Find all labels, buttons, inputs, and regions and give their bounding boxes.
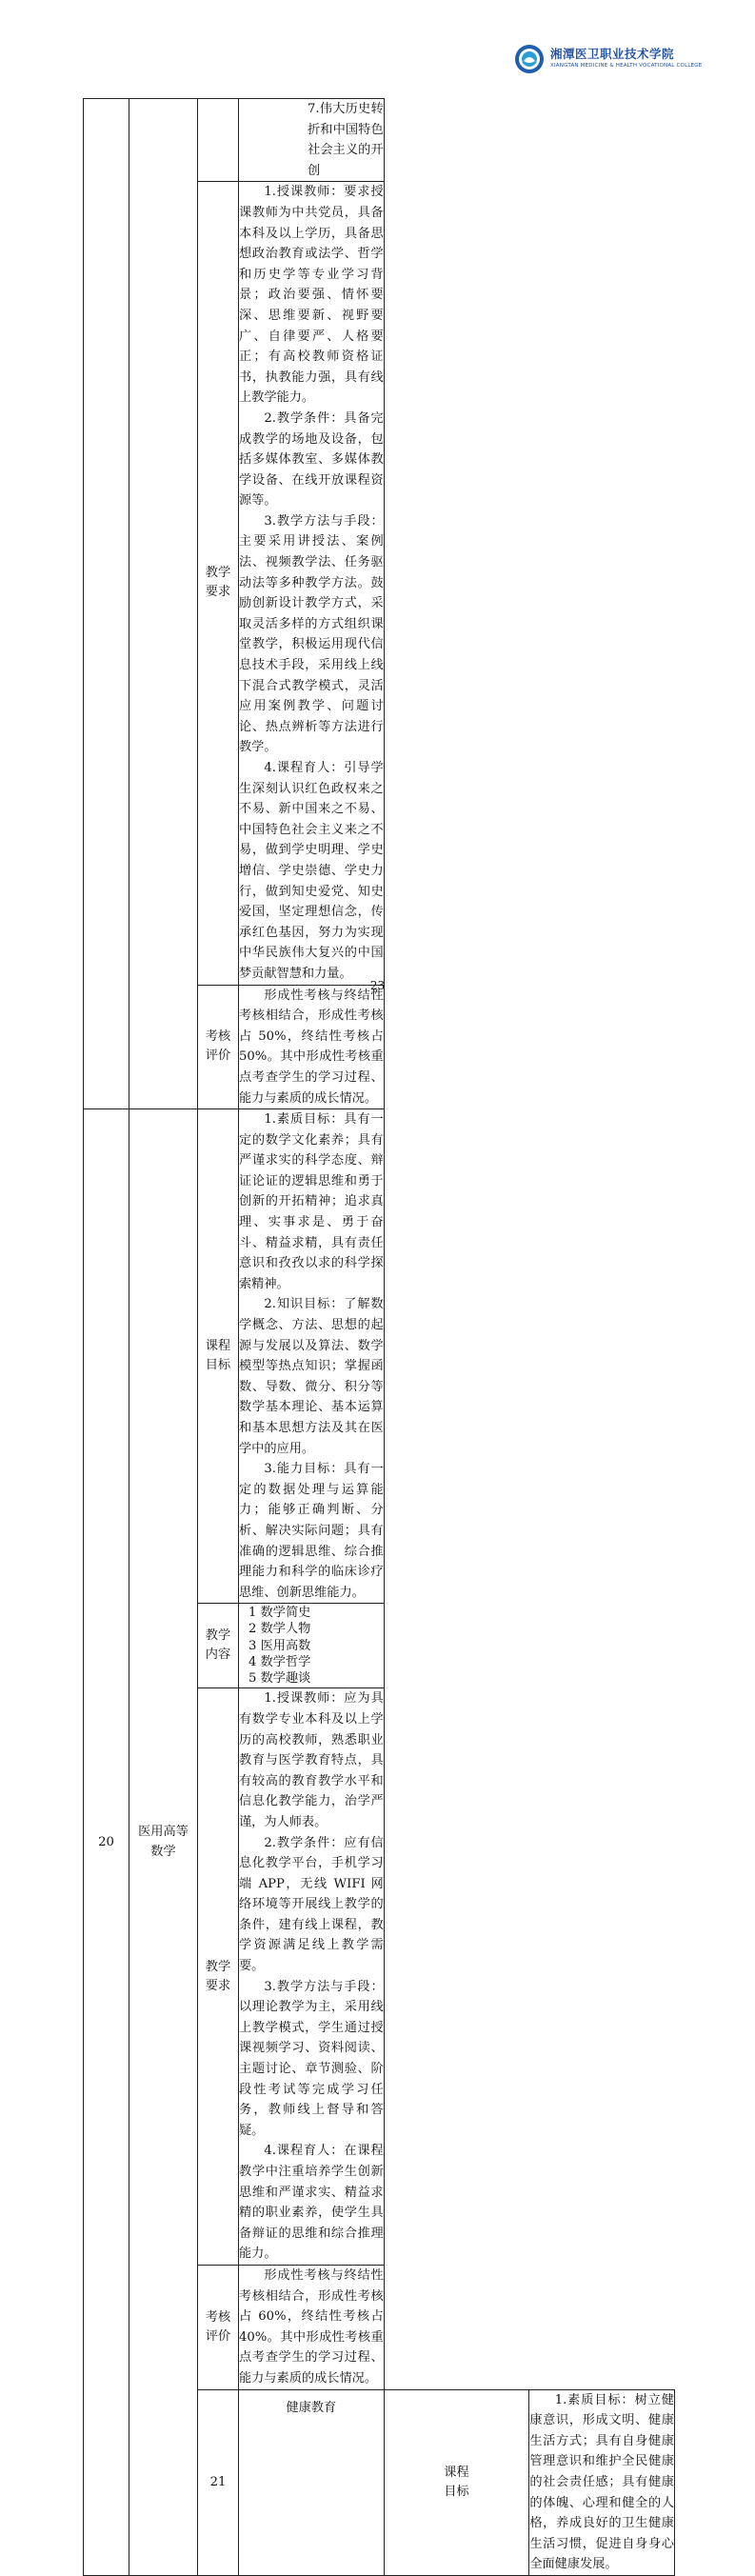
row-label: 教学要求 [198, 182, 239, 985]
course-name: 医用高等数学 [129, 1109, 198, 2576]
row-number: 21 [198, 2389, 239, 2575]
school-name: 湘潭医卫职业技术学院 [550, 47, 675, 61]
page-number: 23 [369, 979, 386, 992]
school-name-en: XIANGTAN MEDICINE & HEALTH VOCATIONAL COLLEGE [550, 63, 703, 69]
row-label: 考核评价 [198, 2265, 239, 2389]
row-label: 教学内容 [198, 1604, 239, 1688]
course-name: 健康教育 [239, 2389, 385, 2575]
school-emblem-icon [514, 44, 545, 74]
teaching-requirements: 1.授课教师：应为具有数学专业本科及以上学历的高校教师，熟悉职业教育与医学教育特点，具有较高的教育教学水平和信息化教学能力，治学严谨，为人师表。 2.教学条件：应有信息化教学平台，手机学习端 APP，无线 WIFI 网络环境等开展线上教学的条件，建有线上课程，教学资源满足线上教学需要。 3.教学方法与手段：以理论教学为主，采用线上教学模式，学生通过授课视频学习、资料阅读、主题讨论、章节测验、阶段性考试等完成学习任务，教师线上督导和答疑。 4.课程育人：在课程教学中注重培养学生创新思维和严谨求实、精益求精的职业素养，使学生具备辩证的思维和综合推理能力。 [239, 1688, 385, 2266]
assessment: 形成性考核与终结性考核相结合，形成性考核占 50%，终结性考核占 50%。其中形成性考核重点考查学生的学习过程、能力与素质的成长情况。 [239, 985, 385, 1109]
teaching-requirements: 1.授课教师：要求授课教师为中共党员，具备本科及以上学历，具备思想政治教育或法学、哲学和历史学等专业学习背景；政治要强、情怀要深、思维要新、视野要广、自律要严、人格要正；有高校教师资格证书，执教能力强，具有线上教学能力。 2.教学条件：具备完成教学的场地及设备，包括多媒体教室、多媒体教学设备、在线开放课程资源等。 3.教学方法与手段：主要采用讲授法、案例法、视频教学法、任务驱动法等多种教学方法。鼓励创新设计教学方式，采取灵活多样的方式组织课堂教学，积极运用现代信息技术手段，采用线上线下混合式教学模式，灵活应用案例教学、问题讨论、热点辨析等方法进行教学。 4.课程育人：引导学生深刻认识红色政权来之不易、新中国来之不易、中国特色社会主义来之不易，做到学史明理、学史增信、学史崇德、学史力行，做到知史爱党、知史爱国，坚定理想信念，传承红色基因，努力为实现中华民族伟大复兴的中国梦贡献智慧和力量。 [239, 182, 385, 985]
course-objectives: 1.素质目标：具有一定的数学文化素养；具有严谨求实的科学态度、辩证论证的逻辑思维和勇于创新的开拓精神；追求真理、实事求是、勇于奋斗、精益求精，具有责任意识和孜孜以求的科学探索精神。 2.知识目标：了解数学概念、方法、思想的起源与发展以及算法、数学模型等热点知识；掌握函数、导数、微分、积分等数学基本理论、基本运算和基本思想方法及其在医学中的应用。 3.能力目标：具有一定的数据处理与运算能力；能够正确判断、分析、解决实际问题；具有准确的逻辑思维、综合推理能力和科学的临床诊疗思维、创新思维能力。 [239, 1109, 385, 1604]
table-row [84, 99, 675, 182]
row-label: 考核评价 [198, 985, 239, 1109]
row-label: 课程目标 [198, 1109, 239, 1604]
content-title: 7.伟大历史转折和中国特色社会主义的开创 [239, 99, 385, 182]
course-table [83, 98, 675, 2576]
row-label: 教学要求 [198, 1688, 239, 2266]
table-row [84, 1109, 675, 1604]
school-logo [514, 42, 703, 78]
row-number: 20 [84, 1109, 129, 2576]
teaching-content: 1 数学简史 2 数学人物 3 医用高数 4 数学哲学 5 数学趣谈 [239, 1604, 385, 1688]
assessment: 形成性考核与终结性考核相结合，形成性考核占 60%，终结性考核占 40%。其中形成性考核重点考查学生的学习过程、能力与素质的成长情况。 [239, 2265, 385, 2389]
course-objectives: 1.素质目标：树立健康意识，形成文明、健康生活方式；具有自身健康管理意识和维护全民健康的社会责任感；具有健康的体魄、心理和健全的人格，养成良好的卫生健康生活习惯，促进自身身心全面健康发展。 [529, 2389, 675, 2575]
row-label: 课程目标 [384, 2389, 529, 2575]
